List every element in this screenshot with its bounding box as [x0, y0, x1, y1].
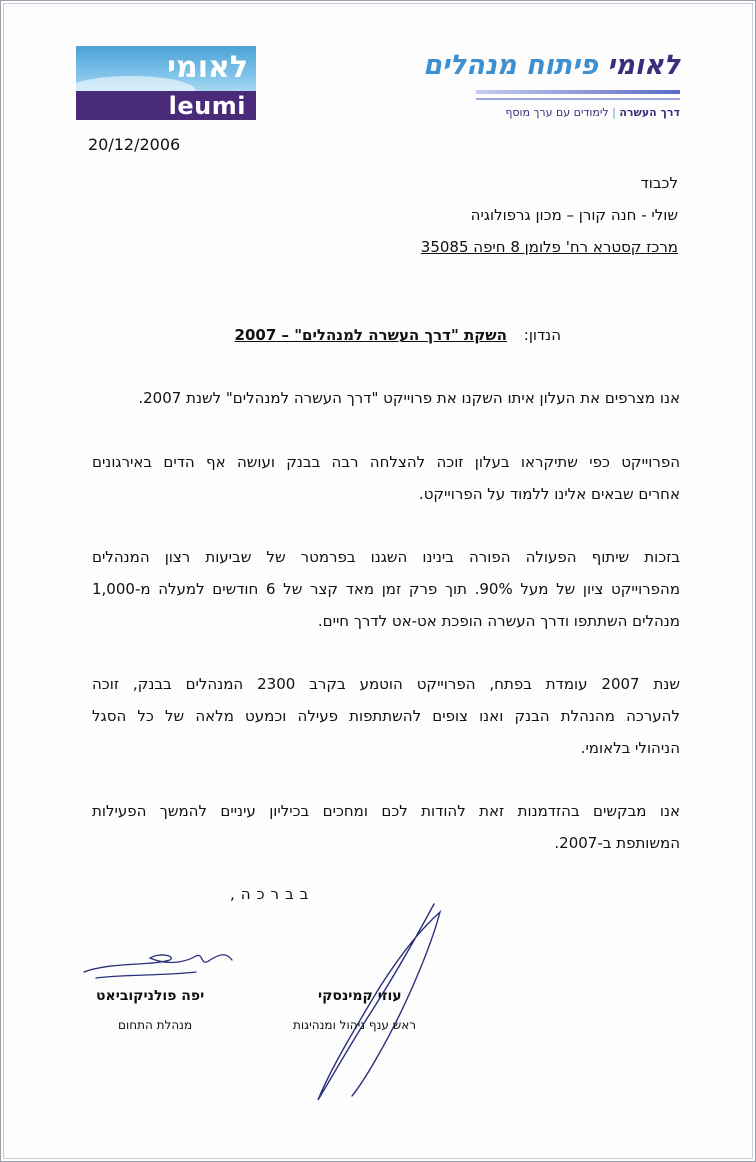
closing-greeting: בברכה,: [230, 885, 315, 903]
paragraph-line: המשותפת ב-2007.: [554, 834, 680, 852]
paragraph-line: שנת 2007 עומדת בפתח, הפרוייקט הוטמע בקרב 2300 המנהלים בבנק, זוכה: [92, 675, 681, 693]
subject-label: הנדון:: [523, 326, 561, 344]
signatory-1-role: ראש ענף ניהול ומנהיגות: [293, 1018, 416, 1032]
letter-date: 20/12/2006: [88, 135, 181, 154]
address-recipient: שולי - חנה קורן – מכון גרפולוגיה: [470, 206, 678, 224]
address-salutation: לכבוד: [640, 174, 678, 192]
logo-hebrew-text: לאומי: [167, 50, 248, 85]
paragraph-line: מנהלים השתתפו ודרך העשרה הופכת אט-אט לדרך חיים.: [317, 612, 680, 630]
signature-left: [84, 955, 232, 978]
signatory-2-role: מנהלת התחום: [118, 1018, 193, 1032]
paragraph-line: אנו מבקשים בהזדמנות זאת להודות לכם ומחכים בכיליון עיניים להמשך הפעילות: [92, 802, 680, 820]
paragraph-line: הניהולי בלאומי.: [580, 739, 680, 757]
paragraph-line: אחרים שבאים אלינו ללמוד על הפרוייקט.: [418, 485, 680, 503]
paragraph-line: להערכה מהנהלת הבנק ואנו צופים להשתתפות פעילה וכמעט מלאה של כל הסגל: [92, 707, 680, 725]
program-logo-name: פיתוח מנהלים: [423, 50, 598, 81]
logo-latin-text: leumi: [168, 92, 246, 120]
signatory-2-name: יפה פולניקוביאט: [96, 988, 205, 1004]
tagline-bold: דרך העשרה: [619, 106, 680, 119]
paragraph-line: מהפרוייקט ציון של מעל 90%. תוך פרק זמן מאד קצר של 6 חודשים למעלה מ-1,000: [92, 580, 681, 598]
program-logo-brand: לאומי: [607, 50, 680, 81]
paragraph-line: בזכות שיתוף הפעולה הפורה בינינו השגנו בפרמטר של שביעות רצון המנהלים: [92, 548, 680, 566]
signatory-1-name: עוזי קמינסקי: [318, 988, 402, 1004]
subject-text: השקת "דרך העשרה למנהלים" – 2007: [234, 326, 507, 344]
tagline-rest: לימודים עם ערך מוסף: [505, 106, 609, 119]
tagline-separator: |: [612, 106, 616, 119]
address-location: מרכז קסטרא רח' פלומן 8 חיפה 35085: [420, 238, 678, 256]
paragraph-line: אנו מצרפים את העלון איתו השקנו את פרוייקט "דרך העשרה למנהלים" לשנת 2007.: [138, 389, 680, 407]
paragraph-line: הפרוייקט כפי שתיקראו בעלון זוכה להצלחה רבה בבנק ועושה אף הדים באירגונים: [92, 453, 680, 471]
